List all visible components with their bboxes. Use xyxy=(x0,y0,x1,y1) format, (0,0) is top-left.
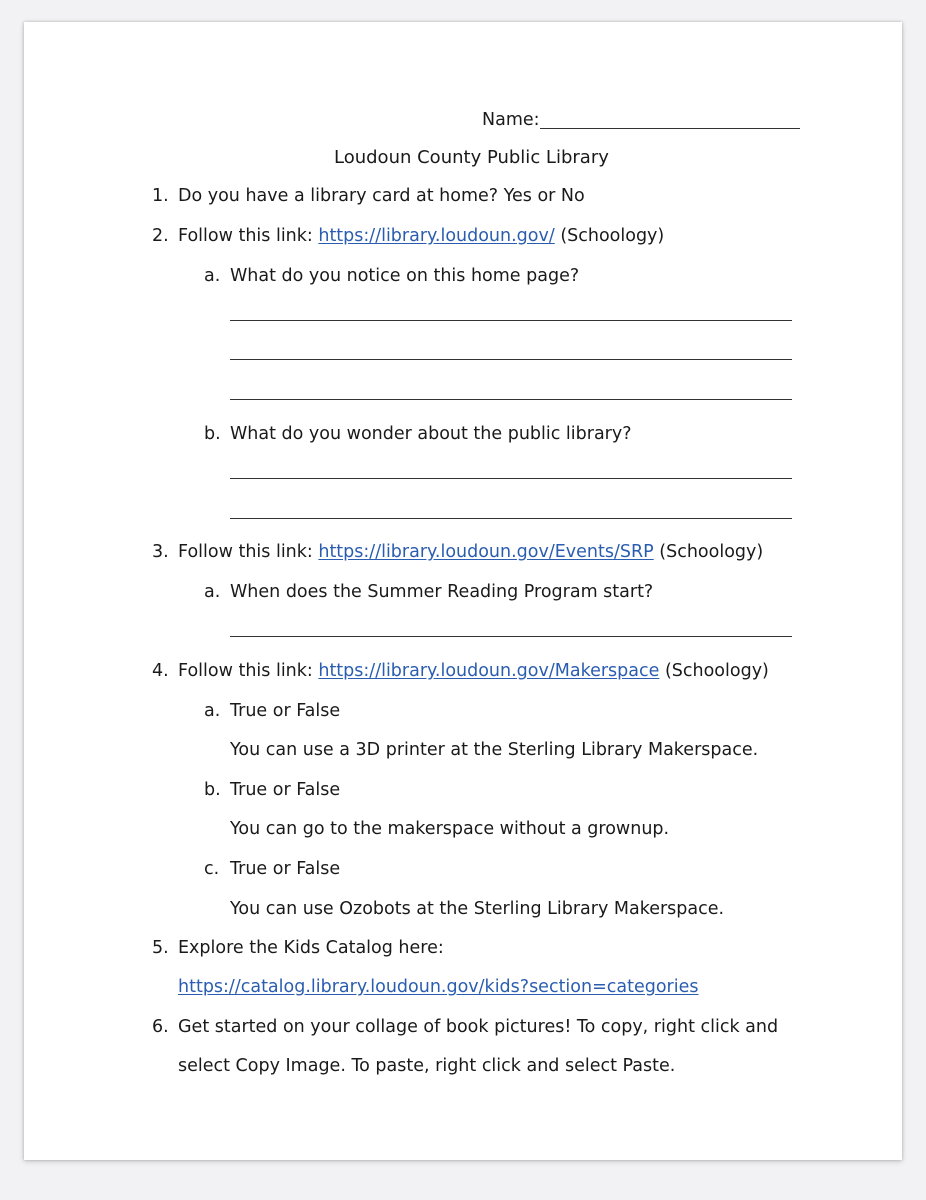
q2-line xyxy=(178,224,664,248)
q4a-letter: a. xyxy=(204,701,221,721)
q4b-letter: b. xyxy=(204,780,221,800)
q4-prefix: Follow this link: xyxy=(178,661,319,681)
name-label: Name: xyxy=(482,110,540,130)
q2a-answer-line-1[interactable] xyxy=(230,320,792,321)
q3a-text: When does the Summer Reading Program start? xyxy=(230,582,654,602)
q5-text: Explore the Kids Catalog here: xyxy=(178,938,444,958)
q1-number: 1. xyxy=(152,186,169,206)
q6-number: 6. xyxy=(152,1017,169,1037)
q2a-text: What do you notice on this home page? xyxy=(230,266,580,286)
q1-text: Do you have a library card at home? Yes or No xyxy=(178,186,585,206)
q6-line-2: select Copy Image. To paste, right click and select Paste. xyxy=(178,1056,676,1076)
q2b-text: What do you wonder about the public library? xyxy=(230,424,632,444)
q3a-answer-line[interactable] xyxy=(230,636,792,637)
q4a-true-false[interactable]: True or False xyxy=(230,701,341,721)
q5-number: 5. xyxy=(152,938,169,958)
q2-prefix: Follow this link: xyxy=(178,226,319,246)
q4-suffix: (Schoology) xyxy=(659,661,769,681)
q5-link[interactable]: https://catalog.library.loudoun.gov/kids?section=categories xyxy=(178,977,699,997)
q4b-statement: You can go to the makerspace without a grownup. xyxy=(230,819,670,839)
q2a-letter: a. xyxy=(204,266,221,286)
name-field-line[interactable] xyxy=(540,128,800,129)
q2b-answer-line-2[interactable] xyxy=(230,518,792,519)
q2a-answer-line-3[interactable] xyxy=(230,399,792,400)
q2a-answer-line-2[interactable] xyxy=(230,359,792,360)
q6-line-1: Get started on your collage of book pictures! To copy, right click and xyxy=(178,1017,779,1037)
q4-link[interactable]: https://library.loudoun.gov/Makerspace xyxy=(318,661,660,681)
q4c-true-false[interactable]: True or False xyxy=(230,859,341,879)
q3a-letter: a. xyxy=(204,582,221,602)
q3-line xyxy=(178,540,763,564)
q3-link[interactable]: https://library.loudoun.gov/Events/SRP xyxy=(318,542,654,562)
q4c-statement: You can use Ozobots at the Sterling Library Makerspace. xyxy=(230,899,725,919)
worksheet-page xyxy=(24,22,902,1160)
q4-line xyxy=(178,659,769,683)
q2b-letter: b. xyxy=(204,424,221,444)
q4-number: 4. xyxy=(152,661,169,681)
page-title: Loudoun County Public Library xyxy=(334,147,609,168)
q3-suffix: (Schoology) xyxy=(653,542,764,562)
q2-number: 2. xyxy=(152,226,169,246)
q4b-true-false[interactable]: True or False xyxy=(230,780,341,800)
q4a-statement: You can use a 3D printer at the Sterling Library Makerspace. xyxy=(230,740,759,760)
q2b-answer-line-1[interactable] xyxy=(230,478,792,479)
q2-link[interactable]: https://library.loudoun.gov/ xyxy=(318,226,555,246)
q3-number: 3. xyxy=(152,542,169,562)
q3-prefix: Follow this link: xyxy=(178,542,319,562)
q2-suffix: (Schoology) xyxy=(554,226,665,246)
q4c-letter: c. xyxy=(204,859,220,879)
